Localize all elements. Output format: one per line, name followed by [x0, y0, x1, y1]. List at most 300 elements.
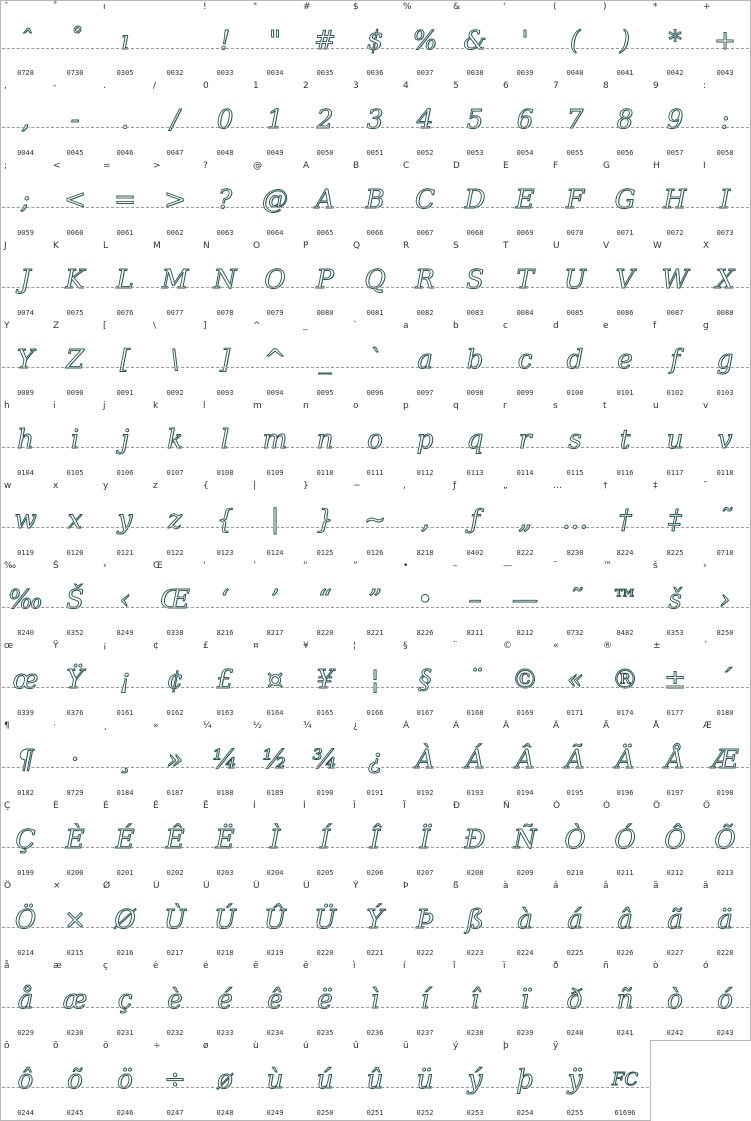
glyph-cell[interactable]	[350, 240, 401, 321]
glyph-cell[interactable]	[450, 400, 501, 481]
baseline-guide	[501, 367, 549, 368]
glyph-cell[interactable]	[450, 800, 501, 881]
glyph-cell[interactable]	[600, 1040, 651, 1121]
glyph-cell[interactable]	[550, 960, 601, 1041]
glyph-cell[interactable]	[450, 560, 501, 641]
glyph-cell[interactable]	[550, 800, 601, 881]
glyph-cell[interactable]	[600, 160, 651, 241]
baseline-guide	[301, 1087, 349, 1088]
glyph-cell[interactable]	[650, 80, 701, 161]
glyph-code: 0238	[466, 1029, 484, 1037]
glyph-cell[interactable]	[500, 0, 551, 81]
glyph-cell[interactable]	[700, 160, 751, 241]
glyph-cell[interactable]	[400, 800, 451, 881]
glyph-label: ê	[253, 961, 259, 971]
glyph-code: 0167	[416, 709, 434, 717]
glyph-preview: å	[17, 985, 34, 1015]
glyph-code: 0119	[17, 549, 34, 557]
glyph-cell[interactable]	[0, 640, 51, 721]
glyph-cell[interactable]	[200, 960, 251, 1041]
glyph-cell[interactable]	[300, 320, 351, 401]
glyph-label: P	[303, 241, 309, 251]
glyph-code: 0218	[216, 949, 234, 957]
glyph-cell[interactable]	[400, 560, 451, 641]
glyph-cell[interactable]	[200, 80, 251, 161]
glyph-cell[interactable]	[550, 0, 601, 81]
glyph-cell[interactable]	[700, 960, 751, 1041]
glyph-cell[interactable]	[50, 80, 101, 161]
glyph-cell[interactable]	[150, 1040, 201, 1121]
glyph-cell[interactable]	[500, 560, 551, 641]
glyph-cell[interactable]	[700, 880, 751, 961]
glyph-cell[interactable]	[150, 560, 201, 641]
glyph-cell[interactable]	[200, 1040, 251, 1121]
glyph-cell[interactable]	[500, 480, 551, 561]
glyph-cell[interactable]	[50, 0, 101, 81]
glyph-cell[interactable]	[0, 800, 51, 881]
glyph-cell[interactable]	[50, 880, 101, 961]
glyph-cell[interactable]	[600, 640, 651, 721]
glyph-code: 0240	[566, 1029, 584, 1037]
glyph-code: 0054	[516, 149, 534, 157]
glyph-cell[interactable]	[200, 480, 251, 561]
glyph-cell[interactable]	[550, 640, 601, 721]
glyph-cell[interactable]	[550, 880, 601, 961]
glyph-cell[interactable]	[350, 800, 401, 881]
glyph-cell[interactable]	[600, 560, 651, 641]
glyph-cell[interactable]	[500, 160, 551, 241]
glyph-code: 0305	[116, 69, 134, 77]
glyph-cell[interactable]	[100, 480, 151, 561]
baseline-guide	[451, 687, 499, 688]
glyph-code: 0121	[116, 549, 134, 557]
glyph-cell[interactable]	[250, 400, 301, 481]
glyph-cell[interactable]	[300, 0, 351, 81]
glyph-cell[interactable]	[650, 320, 701, 401]
glyph-label: <	[53, 161, 61, 171]
glyph-code: 0063	[216, 229, 234, 237]
glyph-cell[interactable]	[600, 240, 651, 321]
glyph-preview: ó	[717, 985, 733, 1015]
glyph-cell[interactable]	[450, 480, 501, 561]
glyph-cell[interactable]	[250, 80, 301, 161]
glyph-cell[interactable]	[500, 320, 551, 401]
glyph-label: Ø	[103, 881, 111, 891]
glyph-cell[interactable]	[350, 480, 401, 561]
glyph-cell[interactable]	[350, 1040, 401, 1121]
baseline-guide	[201, 527, 249, 528]
glyph-cell[interactable]	[550, 320, 601, 401]
baseline-guide	[601, 1007, 649, 1008]
glyph-cell[interactable]	[350, 80, 401, 161]
glyph-cell[interactable]	[250, 320, 301, 401]
glyph-preview: ¦	[370, 665, 380, 695]
glyph-label: Z	[53, 321, 60, 331]
glyph-cell[interactable]	[700, 800, 751, 881]
glyph-cell[interactable]	[600, 320, 651, 401]
glyph-cell[interactable]	[300, 1040, 351, 1121]
glyph-cell[interactable]	[300, 560, 351, 641]
glyph-label: é	[203, 961, 209, 971]
glyph-cell[interactable]	[400, 880, 451, 961]
glyph-label: ì	[353, 961, 356, 971]
glyph-cell[interactable]	[650, 640, 701, 721]
glyph-cell[interactable]	[200, 560, 251, 641]
glyph-cell[interactable]	[700, 720, 751, 801]
glyph-code: 0068	[466, 229, 484, 237]
glyph-cell[interactable]	[650, 960, 701, 1041]
glyph-cell[interactable]	[450, 80, 501, 161]
glyph-cell[interactable]	[700, 80, 751, 161]
baseline-guide	[101, 127, 149, 128]
glyph-cell[interactable]	[250, 880, 301, 961]
glyph-cell[interactable]	[350, 160, 401, 241]
glyph-cell[interactable]	[200, 400, 251, 481]
glyph-cell[interactable]	[600, 0, 651, 81]
glyph-cell[interactable]	[100, 800, 151, 881]
glyph-cell[interactable]	[50, 720, 101, 801]
glyph-cell[interactable]	[400, 960, 451, 1041]
baseline-guide	[501, 927, 549, 928]
baseline-guide	[351, 48, 399, 49]
glyph-cell[interactable]	[300, 800, 351, 881]
glyph-cell[interactable]	[700, 0, 751, 81]
glyph-label: ©	[503, 641, 512, 651]
glyph-cell[interactable]	[50, 160, 101, 241]
glyph-cell[interactable]	[150, 960, 201, 1041]
glyph-cell[interactable]	[350, 320, 401, 401]
glyph-cell[interactable]	[550, 480, 601, 561]
glyph-code: 0236	[366, 1029, 384, 1037]
glyph-preview: Q	[364, 265, 386, 295]
glyph-cell[interactable]	[250, 1040, 301, 1121]
glyph-cell[interactable]	[350, 720, 401, 801]
glyph-cell[interactable]	[300, 400, 351, 481]
glyph-cell[interactable]	[450, 240, 501, 321]
glyph-code: 0080	[316, 309, 334, 317]
glyph-cell[interactable]	[450, 960, 501, 1041]
glyph-preview: l	[220, 425, 230, 455]
glyph-cell[interactable]	[650, 880, 701, 961]
glyph-cell[interactable]	[150, 160, 201, 241]
glyph-label: H	[653, 161, 660, 171]
glyph-cell[interactable]	[150, 720, 201, 801]
glyph-cell[interactable]	[450, 880, 501, 961]
glyph-cell[interactable]	[200, 640, 251, 721]
glyph-cell[interactable]	[100, 320, 151, 401]
glyph-cell[interactable]	[450, 160, 501, 241]
glyph-code: 0075	[66, 309, 84, 317]
glyph-cell[interactable]	[500, 960, 551, 1041]
baseline-guide	[701, 927, 749, 928]
glyph-code: 0221	[366, 949, 384, 957]
glyph-cell[interactable]	[700, 240, 751, 321]
glyph-cell[interactable]	[600, 720, 651, 801]
glyph-cell[interactable]	[350, 880, 401, 961]
glyph-cell[interactable]	[0, 880, 51, 961]
baseline-guide	[651, 447, 699, 448]
baseline-guide	[701, 527, 749, 528]
glyph-label: p	[403, 401, 409, 411]
glyph-cell[interactable]	[700, 480, 751, 561]
glyph-cell[interactable]	[500, 720, 551, 801]
glyph-cell[interactable]	[50, 1040, 101, 1121]
glyph-cell[interactable]	[700, 560, 751, 641]
glyph-cell[interactable]	[400, 720, 451, 801]
glyph-cell[interactable]	[50, 960, 101, 1041]
glyph-label: è	[153, 961, 159, 971]
baseline-guide	[601, 607, 649, 608]
glyph-label: +	[703, 2, 711, 12]
glyph-preview: 6	[516, 105, 534, 135]
glyph-preview: W	[661, 265, 689, 295]
glyph-cell[interactable]	[100, 160, 151, 241]
glyph-cell[interactable]	[150, 400, 201, 481]
glyph-cell[interactable]	[0, 0, 51, 81]
glyph-cell[interactable]	[350, 960, 401, 1041]
glyph-cell[interactable]	[600, 80, 651, 161]
glyph-cell[interactable]	[150, 0, 201, 81]
glyph-cell[interactable]	[250, 160, 301, 241]
glyph-code: 0161	[116, 709, 134, 717]
glyph-cell[interactable]	[550, 160, 601, 241]
glyph-cell[interactable]	[550, 240, 601, 321]
glyph-cell[interactable]	[0, 560, 51, 641]
glyph-cell[interactable]	[200, 880, 251, 961]
glyph-label: †	[603, 481, 608, 491]
glyph-cell[interactable]	[300, 160, 351, 241]
glyph-cell[interactable]	[500, 880, 551, 961]
glyph-cell[interactable]	[0, 960, 51, 1041]
glyph-cell[interactable]	[650, 560, 701, 641]
glyph-cell[interactable]	[250, 960, 301, 1041]
glyph-cell[interactable]	[350, 0, 401, 81]
glyph-label: à	[503, 881, 509, 891]
glyph-cell[interactable]	[700, 400, 751, 481]
glyph-preview: }	[316, 505, 334, 535]
glyph-cell[interactable]	[250, 480, 301, 561]
glyph-code: 0099	[516, 389, 534, 397]
glyph-code: 0171	[566, 709, 584, 717]
glyph-cell[interactable]	[100, 400, 151, 481]
glyph-preview: P	[316, 265, 334, 295]
glyph-label: ¥	[303, 641, 309, 651]
glyph-preview: É	[115, 825, 135, 855]
glyph-cell[interactable]	[300, 240, 351, 321]
baseline-guide	[51, 287, 99, 288]
glyph-cell[interactable]	[600, 400, 651, 481]
glyph-code: 0060	[66, 229, 84, 237]
glyph-cell[interactable]	[650, 800, 701, 881]
baseline-guide	[251, 927, 299, 928]
glyph-cell[interactable]	[400, 160, 451, 241]
glyph-cell[interactable]	[0, 400, 51, 481]
glyph-cell[interactable]	[300, 80, 351, 161]
glyph-cell[interactable]	[300, 640, 351, 721]
glyph-cell[interactable]	[600, 880, 651, 961]
glyph-cell[interactable]	[400, 640, 451, 721]
glyph-code: 0062	[166, 229, 184, 237]
glyph-preview: u	[666, 425, 684, 455]
glyph-label: Ë	[203, 801, 209, 811]
baseline-guide	[151, 607, 199, 608]
glyph-cell[interactable]	[200, 240, 251, 321]
baseline-guide	[451, 847, 499, 848]
glyph-label: ó	[703, 961, 709, 971]
glyph-cell[interactable]	[400, 1040, 451, 1121]
glyph-preview: ~	[364, 505, 386, 535]
baseline-guide	[651, 127, 699, 128]
glyph-cell[interactable]	[400, 80, 451, 161]
glyph-cell[interactable]	[150, 800, 201, 881]
glyph-cell[interactable]	[250, 800, 301, 881]
glyph-label: Y	[4, 321, 10, 331]
glyph-cell[interactable]	[550, 1040, 601, 1121]
glyph-cell[interactable]	[500, 1040, 551, 1121]
glyph-cell[interactable]	[0, 480, 51, 561]
glyph-cell[interactable]	[200, 160, 251, 241]
glyph-cell[interactable]	[100, 880, 151, 961]
glyph-cell[interactable]	[50, 240, 101, 321]
baseline-guide	[101, 367, 149, 368]
glyph-cell[interactable]	[450, 720, 501, 801]
glyph-cell[interactable]	[350, 400, 401, 481]
glyph-cell[interactable]	[700, 640, 751, 721]
glyph-cell[interactable]	[0, 720, 51, 801]
glyph-cell[interactable]	[650, 480, 701, 561]
glyph-cell[interactable]	[650, 160, 701, 241]
baseline-guide	[301, 48, 349, 49]
glyph-cell[interactable]	[50, 560, 101, 641]
glyph-label: h	[4, 401, 10, 411]
glyph-label: o	[353, 401, 359, 411]
glyph-cell[interactable]	[650, 0, 701, 81]
baseline-guide	[451, 48, 499, 49]
glyph-cell[interactable]	[0, 80, 51, 161]
glyph-cell[interactable]	[650, 720, 701, 801]
glyph-cell[interactable]	[50, 320, 101, 401]
glyph-cell[interactable]	[500, 640, 551, 721]
glyph-cell[interactable]	[600, 960, 651, 1041]
glyph-cell[interactable]	[500, 240, 551, 321]
baseline-guide	[701, 287, 749, 288]
glyph-cell[interactable]	[150, 80, 201, 161]
glyph-label: Ï	[403, 801, 406, 811]
glyph-cell[interactable]	[50, 800, 101, 881]
glyph-cell[interactable]	[550, 80, 601, 161]
glyph-cell[interactable]	[50, 400, 101, 481]
glyph-cell[interactable]	[600, 800, 651, 881]
glyph-cell[interactable]	[450, 640, 501, 721]
glyph-cell[interactable]	[100, 720, 151, 801]
glyph-cell[interactable]	[150, 240, 201, 321]
glyph-code: 0339	[17, 709, 34, 717]
glyph-code: 0177	[666, 709, 684, 717]
glyph-cell[interactable]	[150, 320, 201, 401]
glyph-cell[interactable]	[450, 320, 501, 401]
glyph-cell[interactable]	[500, 80, 551, 161]
glyph-cell[interactable]	[100, 80, 151, 161]
glyph-cell[interactable]	[400, 0, 451, 81]
glyph-cell[interactable]	[300, 880, 351, 961]
glyph-cell[interactable]	[50, 640, 101, 721]
glyph-cell[interactable]	[600, 480, 651, 561]
glyph-label: æ	[53, 961, 62, 971]
glyph-cell[interactable]	[650, 240, 701, 321]
glyph-cell[interactable]	[550, 400, 601, 481]
glyph-cell[interactable]	[250, 240, 301, 321]
glyph-preview: ù	[266, 1065, 284, 1095]
glyph-cell[interactable]	[100, 0, 151, 81]
glyph-cell[interactable]	[400, 240, 451, 321]
baseline-guide	[201, 207, 249, 208]
glyph-cell[interactable]	[0, 160, 51, 241]
glyph-cell[interactable]	[200, 800, 251, 881]
glyph-preview: Ú	[214, 905, 236, 935]
glyph-cell[interactable]	[400, 480, 451, 561]
glyph-cell[interactable]	[500, 800, 551, 881]
glyph-cell[interactable]	[250, 0, 301, 81]
glyph-cell[interactable]	[250, 640, 301, 721]
glyph-cell[interactable]	[350, 640, 401, 721]
glyph-preview: v	[717, 425, 733, 455]
glyph-cell[interactable]	[200, 720, 251, 801]
glyph-cell[interactable]	[550, 720, 601, 801]
glyph-cell[interactable]	[250, 720, 301, 801]
glyph-cell[interactable]	[500, 400, 551, 481]
glyph-cell[interactable]	[100, 240, 151, 321]
glyph-cell[interactable]	[50, 480, 101, 561]
glyph-code: 0239	[516, 1029, 534, 1037]
glyph-label: ¦	[353, 641, 357, 651]
glyph-cell[interactable]	[450, 0, 501, 81]
baseline-guide	[601, 287, 649, 288]
glyph-preview: 1	[266, 105, 284, 135]
glyph-cell[interactable]	[400, 320, 451, 401]
glyph-cell[interactable]	[250, 560, 301, 641]
glyph-label: Ò	[553, 801, 561, 811]
glyph-cell[interactable]	[650, 400, 701, 481]
glyph-cell[interactable]	[0, 1040, 51, 1121]
glyph-cell[interactable]	[150, 480, 201, 561]
glyph-cell[interactable]	[350, 560, 401, 641]
glyph-code: 0229	[17, 1029, 34, 1037]
glyph-label: \	[153, 321, 157, 331]
glyph-cell[interactable]	[100, 960, 151, 1041]
glyph-cell[interactable]	[0, 320, 51, 401]
glyph-label: ‹	[103, 561, 107, 571]
glyph-cell[interactable]	[700, 320, 751, 401]
glyph-cell[interactable]	[150, 640, 201, 721]
glyph-cell[interactable]	[300, 960, 351, 1041]
glyph-preview: Ø	[114, 905, 136, 935]
glyph-cell[interactable]	[300, 480, 351, 561]
glyph-cell[interactable]	[150, 880, 201, 961]
glyph-cell[interactable]	[200, 0, 251, 81]
glyph-cell[interactable]	[100, 640, 151, 721]
glyph-cell[interactable]	[400, 400, 451, 481]
glyph-cell[interactable]	[550, 560, 601, 641]
glyph-cell[interactable]	[200, 320, 251, 401]
glyph-cell[interactable]	[100, 560, 151, 641]
glyph-cell[interactable]	[300, 720, 351, 801]
glyph-cell[interactable]	[0, 240, 51, 321]
glyph-code: 8222	[516, 549, 534, 557]
baseline-guide	[501, 527, 549, 528]
glyph-cell[interactable]	[100, 1040, 151, 1121]
glyph-cell[interactable]	[450, 1040, 501, 1121]
baseline-guide	[501, 767, 549, 768]
